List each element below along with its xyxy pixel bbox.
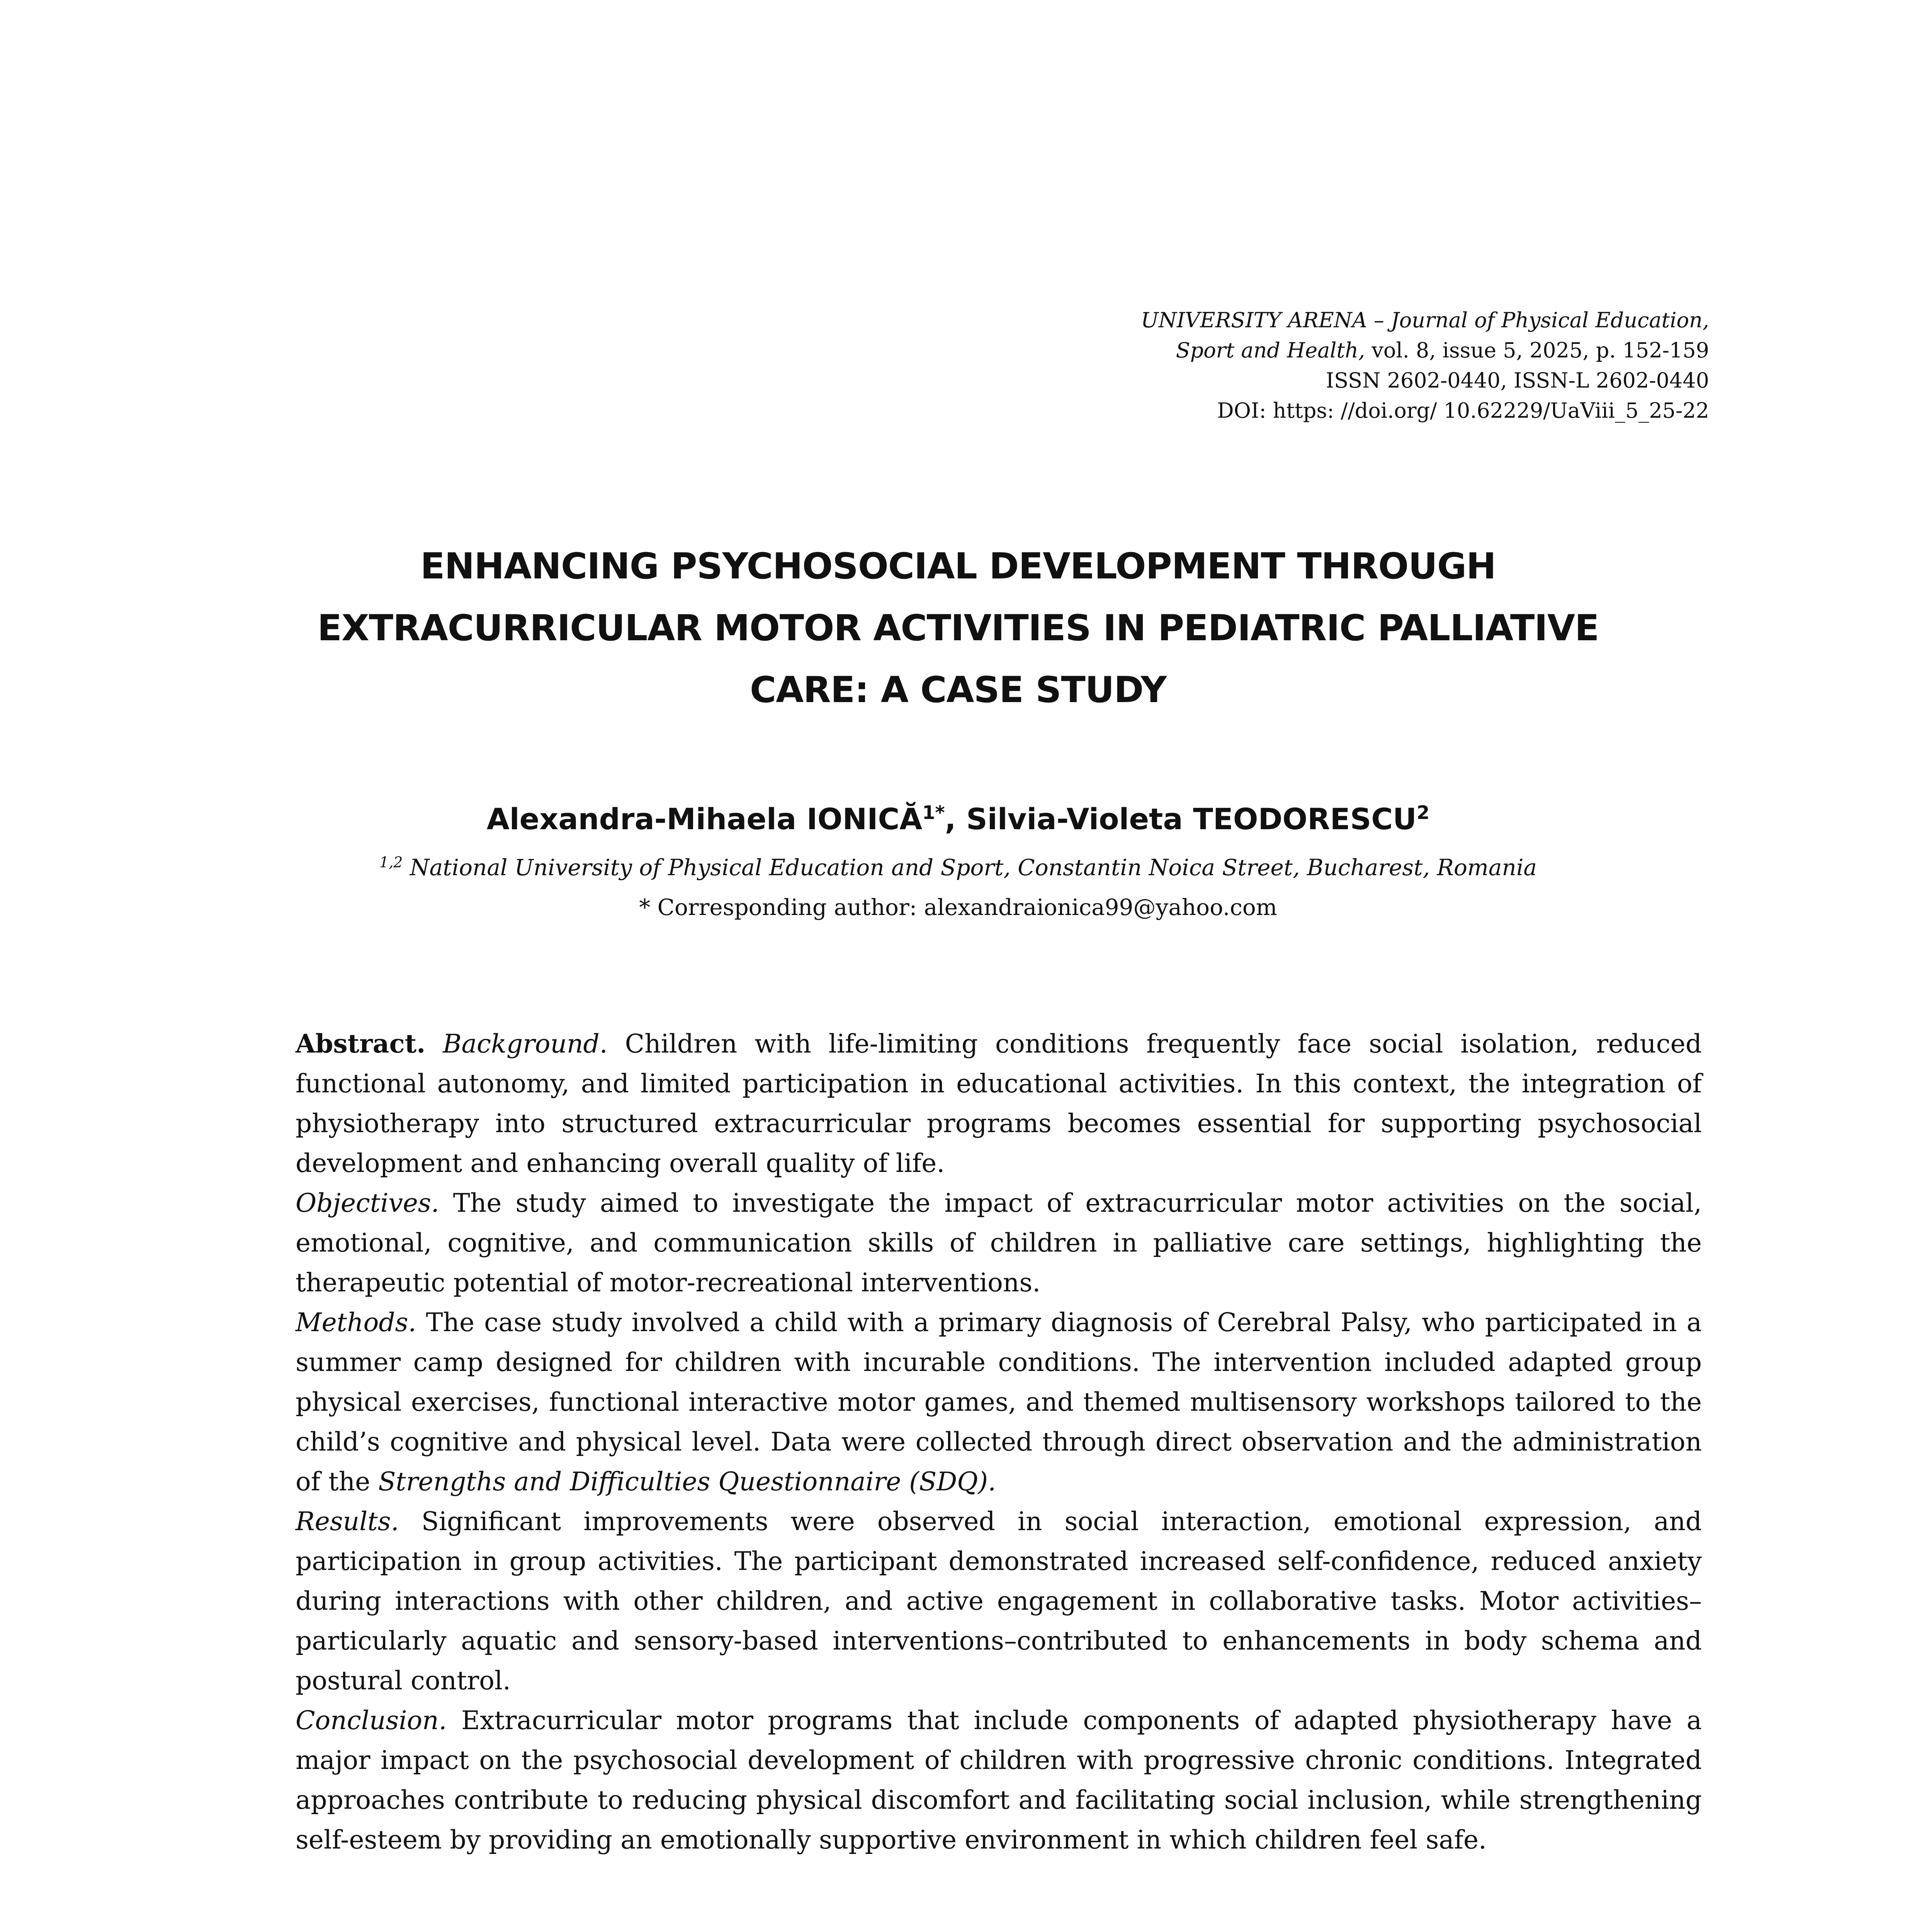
title-line-3: CARE: A CASE STUDY [749, 669, 1167, 711]
journal-header-line2: Sport and Health, vol. 8, issue 5, 2025, p. 152-159 [1176, 338, 1709, 362]
background-text: . Children with life-limiting conditions frequently face social isolation, reduced functional autonomy, and limited participation in educational activities. In this context, the integration of physiotherapy into structured extracurricular programs becomes essential for supporting psychosocial development and enhancing overall quality of life. [296, 1029, 1702, 1178]
abstract-background [296, 1024, 1702, 1183]
journal-header [936, 305, 1709, 426]
affiliation [209, 848, 1708, 887]
methods-sdq: Strengths and Difficulties Questionnaire (SDQ). [378, 1467, 996, 1497]
journal-header-doi: DOI: https: //doi.org/ 10.62229/UaViii_5_25-22 [1217, 398, 1709, 423]
abstract-results [296, 1502, 1702, 1701]
author-separator: , [945, 802, 966, 836]
objectives-label: Objectives. [296, 1188, 439, 1218]
journal-header-line1: UNIVERSITY ARENA – Journal of Physical Education, [1141, 308, 1709, 332]
abstract [296, 1024, 1702, 1860]
methods-label: Methods. [296, 1308, 416, 1337]
paper-title [209, 535, 1708, 721]
author-1-superscript: 1* [922, 802, 945, 824]
author-list [209, 796, 1708, 842]
abstract-label: Abstract. [296, 1029, 426, 1059]
abstract-methods [296, 1303, 1702, 1502]
results-text: Significant improvements were observed in social interaction, emotional expression, and participation in group activities. The participant demonstrated increased self-confidence, reduced anxiety during interactions with other children, and active engagement in collaborative tasks. Motor activities–particularly aquatic and sensory-based interventions–contributed to enhancements in body schema and postural control. [296, 1507, 1702, 1696]
abstract-conclusion [296, 1701, 1702, 1860]
journal-header-issn: ISSN 2602-0440, ISSN-L 2602-0440 [1326, 368, 1709, 393]
objectives-text: The study aimed to investigate the impact of extracurricular motor activities on the social, emotional, cognitive, and communication skills of children in palliative care settings, highlighting the therapeutic potential of motor-recreational interventions. [296, 1188, 1702, 1298]
author-2-name: Silvia-Violeta TEODORESCU [966, 802, 1417, 836]
conclusion-label: Conclusion. [296, 1706, 447, 1735]
title-line-2: EXTRACURRICULAR MOTOR ACTIVITIES IN PEDIATRIC PALLIATIVE [317, 607, 1599, 649]
abstract-objectives [296, 1183, 1702, 1303]
conclusion-text: Extracurricular motor programs that include components of adapted physiotherapy have a major impact on the psychosocial development of children with progressive chronic conditions. Integrated approaches contribute to reducing physical discomfort and facilitating social inclusion, while strengthening self-esteem by providing an emotionally supportive environment in which children feel safe. [296, 1706, 1702, 1855]
results-label: Results. [296, 1507, 399, 1536]
author-1-name: Alexandra-Mihaela IONICĂ [486, 802, 923, 836]
keywords [296, 1930, 1702, 1932]
affiliation-text: National University of Physical Education and Sport, Constantin Noica Street, Bucharest, Romania [403, 854, 1537, 881]
methods-text: The case study involved a child with a primary diagnosis of Cerebral Palsy, who participated in a summer camp designed for children with incurable conditions. The intervention included adapted group physical exercises, functional interactive motor games, and themed multisensory workshops tailored to the child’s cognitive and physical level. Data were collected through direct observation and the administration of the [296, 1308, 1702, 1497]
background-label: Background [443, 1029, 600, 1059]
corresponding-author: * Corresponding author: alexandraionica99@yahoo.com [639, 894, 1277, 920]
affiliation-superscript: 1,2 [379, 854, 403, 871]
author-2-superscript: 2 [1416, 802, 1430, 824]
title-line-1: ENHANCING PSYCHOSOCIAL DEVELOPMENT THROUGH [420, 545, 1496, 587]
